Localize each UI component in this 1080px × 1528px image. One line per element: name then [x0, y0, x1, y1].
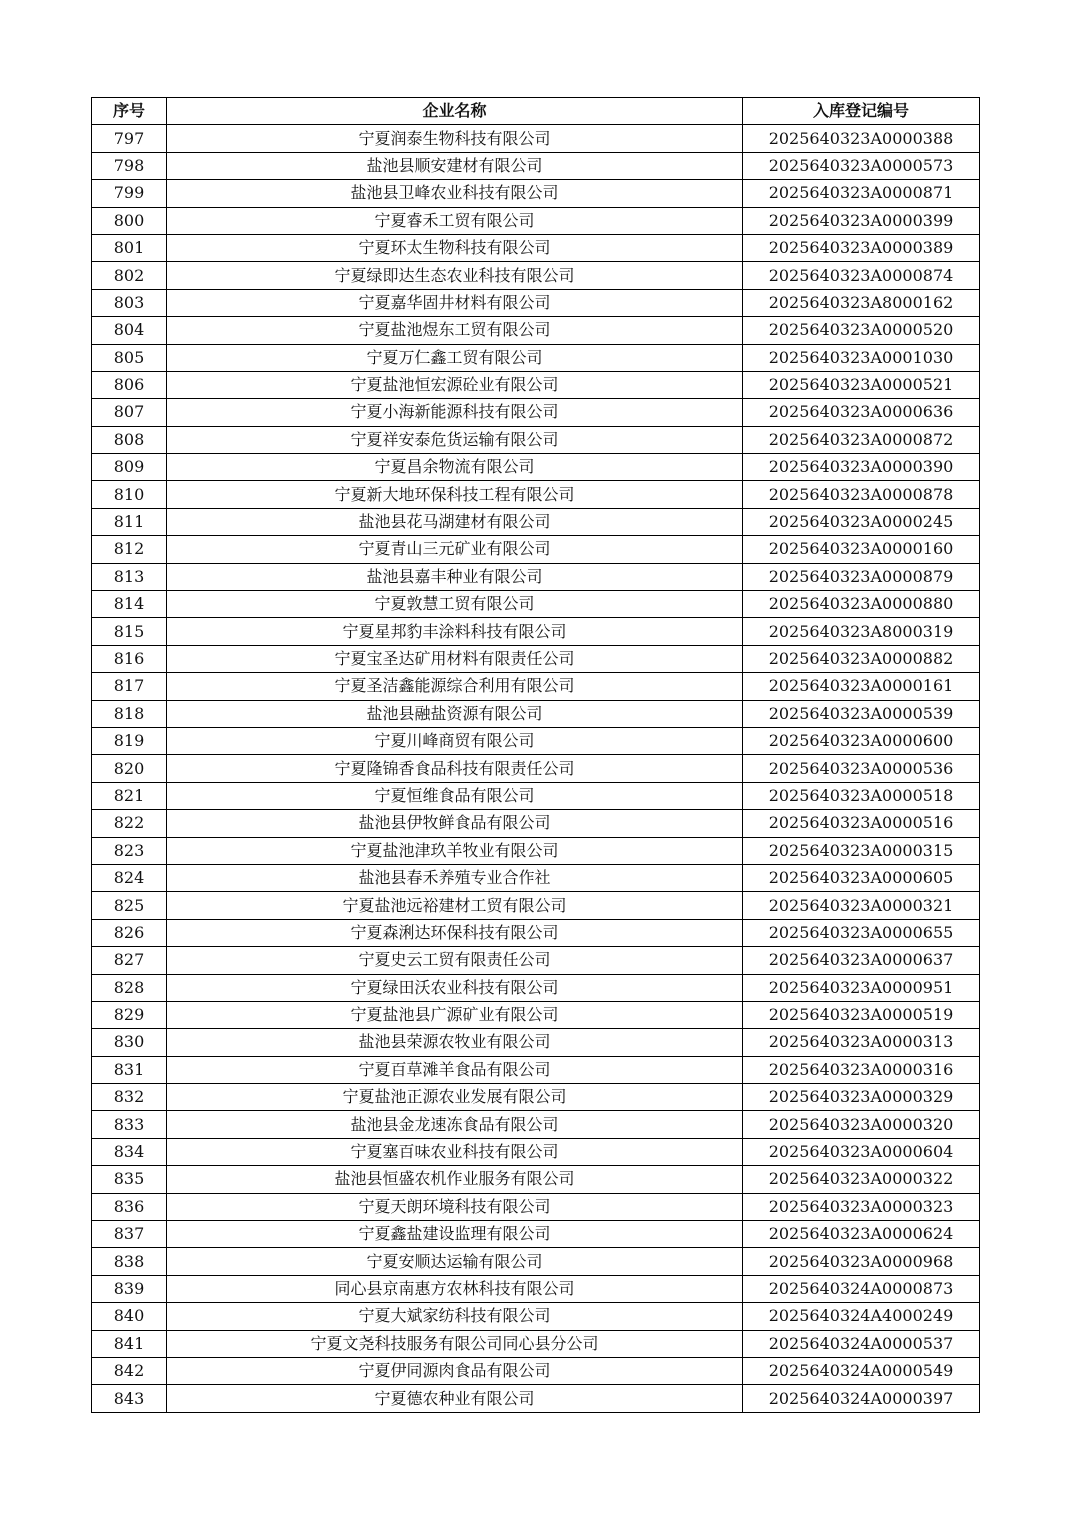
- row-company-name-cell: 盐池县融盐资源有限公司: [167, 700, 743, 727]
- table-body: [92, 125, 980, 1412]
- row-registration-code-cell: 2025640324A0000537: [743, 1330, 980, 1357]
- row-company-name-cell: 宁夏安顺达运输有限公司: [167, 1248, 743, 1275]
- header-company-name: 企业名称: [167, 98, 743, 125]
- row-index-cell: 818: [92, 700, 167, 727]
- row-index-cell: 829: [92, 1001, 167, 1028]
- table-row: [92, 234, 980, 261]
- table-row: [92, 755, 980, 782]
- table-row: [92, 399, 980, 426]
- row-company-name-cell: 宁夏隆锦香食品科技有限责任公司: [167, 755, 743, 782]
- table-row: [92, 1029, 980, 1056]
- row-registration-code-cell: 2025640323A0000624: [743, 1221, 980, 1248]
- row-index-cell: 801: [92, 234, 167, 261]
- row-registration-code-cell: 2025640323A0000329: [743, 1084, 980, 1111]
- table-row: [92, 810, 980, 837]
- row-registration-code-cell: 2025640324A0000873: [743, 1275, 980, 1302]
- row-company-name-cell: 宁夏环太生物科技有限公司: [167, 234, 743, 261]
- row-index-cell: 822: [92, 810, 167, 837]
- row-registration-code-cell: 2025640323A0000951: [743, 974, 980, 1001]
- row-company-name-cell: 盐池县金龙速冻食品有限公司: [167, 1111, 743, 1138]
- row-index-cell: 809: [92, 454, 167, 481]
- row-index-cell: 813: [92, 563, 167, 590]
- table-row: [92, 289, 980, 316]
- table-row: [92, 974, 980, 1001]
- row-index-cell: 839: [92, 1275, 167, 1302]
- row-registration-code-cell: 2025640323A0001030: [743, 344, 980, 371]
- row-index-cell: 804: [92, 317, 167, 344]
- table-row: [92, 837, 980, 864]
- row-company-name-cell: 同心县京南惠方农林科技有限公司: [167, 1275, 743, 1302]
- row-company-name-cell: 宁夏小海新能源科技有限公司: [167, 399, 743, 426]
- row-company-name-cell: 盐池县嘉丰种业有限公司: [167, 563, 743, 590]
- row-registration-code-cell: 2025640323A0000519: [743, 1001, 980, 1028]
- table-row: [92, 481, 980, 508]
- row-index-cell: 797: [92, 125, 167, 152]
- row-index-cell: 798: [92, 152, 167, 179]
- table-row: [92, 1385, 980, 1412]
- row-company-name-cell: 盐池县卫峰农业科技有限公司: [167, 180, 743, 207]
- row-company-name-cell: 宁夏绿即达生态农业科技有限公司: [167, 262, 743, 289]
- row-index-cell: 825: [92, 892, 167, 919]
- row-company-name-cell: 宁夏鑫盐建设监理有限公司: [167, 1221, 743, 1248]
- table-row: [92, 1111, 980, 1138]
- row-index-cell: 806: [92, 371, 167, 398]
- table-row: [92, 892, 980, 919]
- table-row: [92, 1084, 980, 1111]
- table-row: [92, 782, 980, 809]
- row-company-name-cell: 盐池县花马湖建材有限公司: [167, 508, 743, 535]
- table-header: [92, 98, 980, 125]
- row-registration-code-cell: 2025640323A0000874: [743, 262, 980, 289]
- row-company-name-cell: 宁夏川峰商贸有限公司: [167, 727, 743, 754]
- row-registration-code-cell: 2025640323A0000160: [743, 536, 980, 563]
- row-company-name-cell: 盐池县伊牧鲜食品有限公司: [167, 810, 743, 837]
- row-company-name-cell: 宁夏百草滩羊食品有限公司: [167, 1056, 743, 1083]
- row-registration-code-cell: 2025640323A0000871: [743, 180, 980, 207]
- row-registration-code-cell: 2025640323A0000536: [743, 755, 980, 782]
- table-row: [92, 1138, 980, 1165]
- row-registration-code-cell: 2025640323A0000245: [743, 508, 980, 535]
- row-company-name-cell: 宁夏伊同源肉食品有限公司: [167, 1357, 743, 1384]
- row-index-cell: 803: [92, 289, 167, 316]
- row-registration-code-cell: 2025640323A0000321: [743, 892, 980, 919]
- table-row: [92, 125, 980, 152]
- row-registration-code-cell: 2025640323A0000316: [743, 1056, 980, 1083]
- table-row: [92, 700, 980, 727]
- row-index-cell: 834: [92, 1138, 167, 1165]
- enterprise-registry-table: [91, 97, 980, 1413]
- row-registration-code-cell: 2025640323A0000389: [743, 234, 980, 261]
- row-registration-code-cell: 2025640323A8000319: [743, 618, 980, 645]
- row-company-name-cell: 宁夏盐池县广源矿业有限公司: [167, 1001, 743, 1028]
- table-row: [92, 536, 980, 563]
- row-registration-code-cell: 2025640323A0000539: [743, 700, 980, 727]
- row-company-name-cell: 宁夏盐池远裕建材工贸有限公司: [167, 892, 743, 919]
- table-row: [92, 1248, 980, 1275]
- row-company-name-cell: 宁夏塞百味农业科技有限公司: [167, 1138, 743, 1165]
- table-row: [92, 563, 980, 590]
- row-index-cell: 802: [92, 262, 167, 289]
- row-company-name-cell: 宁夏青山三元矿业有限公司: [167, 536, 743, 563]
- row-company-name-cell: 宁夏祥安泰危货运输有限公司: [167, 426, 743, 453]
- row-registration-code-cell: 2025640323A0000521: [743, 371, 980, 398]
- row-company-name-cell: 宁夏宝圣达矿用材料有限责任公司: [167, 645, 743, 672]
- row-index-cell: 805: [92, 344, 167, 371]
- row-company-name-cell: 宁夏大斌家纺科技有限公司: [167, 1303, 743, 1330]
- row-registration-code-cell: 2025640323A0000320: [743, 1111, 980, 1138]
- row-index-cell: 836: [92, 1193, 167, 1220]
- row-index-cell: 810: [92, 481, 167, 508]
- row-registration-code-cell: 2025640323A0000600: [743, 727, 980, 754]
- table-row: [92, 371, 980, 398]
- row-index-cell: 808: [92, 426, 167, 453]
- row-registration-code-cell: 2025640323A0000605: [743, 864, 980, 891]
- row-index-cell: 821: [92, 782, 167, 809]
- table-row: [92, 180, 980, 207]
- row-company-name-cell: 宁夏恒维食品有限公司: [167, 782, 743, 809]
- table-row: [92, 207, 980, 234]
- row-registration-code-cell: 2025640323A0000878: [743, 481, 980, 508]
- table-row: [92, 645, 980, 672]
- row-registration-code-cell: 2025640323A0000313: [743, 1029, 980, 1056]
- header-index: 序号: [92, 98, 167, 125]
- row-company-name-cell: 宁夏新大地环保科技工程有限公司: [167, 481, 743, 508]
- row-company-name-cell: 宁夏睿禾工贸有限公司: [167, 207, 743, 234]
- row-registration-code-cell: 2025640323A0000880: [743, 591, 980, 618]
- row-index-cell: 819: [92, 727, 167, 754]
- table-row: [92, 727, 980, 754]
- table-row: [92, 1221, 980, 1248]
- row-company-name-cell: 盐池县春禾养殖专业合作社: [167, 864, 743, 891]
- row-index-cell: 830: [92, 1029, 167, 1056]
- row-registration-code-cell: 2025640323A0000573: [743, 152, 980, 179]
- row-registration-code-cell: 2025640323A0000872: [743, 426, 980, 453]
- row-index-cell: 831: [92, 1056, 167, 1083]
- row-index-cell: 815: [92, 618, 167, 645]
- row-index-cell: 838: [92, 1248, 167, 1275]
- table-row: [92, 152, 980, 179]
- row-index-cell: 843: [92, 1385, 167, 1412]
- table-row: [92, 1193, 980, 1220]
- table-row: [92, 919, 980, 946]
- row-registration-code-cell: 2025640323A0000637: [743, 947, 980, 974]
- row-company-name-cell: 宁夏盐池正源农业发展有限公司: [167, 1084, 743, 1111]
- row-company-name-cell: 宁夏敦慧工贸有限公司: [167, 591, 743, 618]
- row-index-cell: 840: [92, 1303, 167, 1330]
- row-index-cell: 828: [92, 974, 167, 1001]
- table-row: [92, 1056, 980, 1083]
- row-index-cell: 837: [92, 1221, 167, 1248]
- row-registration-code-cell: 2025640323A0000323: [743, 1193, 980, 1220]
- table-row: [92, 591, 980, 618]
- row-index-cell: 832: [92, 1084, 167, 1111]
- table-row: [92, 1357, 980, 1384]
- row-company-name-cell: 宁夏盐池煜东工贸有限公司: [167, 317, 743, 344]
- row-registration-code-cell: 2025640324A0000397: [743, 1385, 980, 1412]
- table-row: [92, 508, 980, 535]
- row-index-cell: 827: [92, 947, 167, 974]
- header-registration-code: 入库登记编号: [743, 98, 980, 125]
- table-row: [92, 618, 980, 645]
- row-index-cell: 826: [92, 919, 167, 946]
- row-company-name-cell: 宁夏星邦豹丰涂料科技有限公司: [167, 618, 743, 645]
- row-index-cell: 823: [92, 837, 167, 864]
- row-index-cell: 833: [92, 1111, 167, 1138]
- table-row: [92, 1303, 980, 1330]
- table-row: [92, 1001, 980, 1028]
- row-company-name-cell: 宁夏绿田沃农业科技有限公司: [167, 974, 743, 1001]
- row-registration-code-cell: 2025640323A0000604: [743, 1138, 980, 1165]
- row-company-name-cell: 宁夏盐池津玖羊牧业有限公司: [167, 837, 743, 864]
- row-index-cell: 812: [92, 536, 167, 563]
- table-row: [92, 947, 980, 974]
- row-company-name-cell: 盐池县顺安建材有限公司: [167, 152, 743, 179]
- row-index-cell: 814: [92, 591, 167, 618]
- row-registration-code-cell: 2025640323A0000315: [743, 837, 980, 864]
- table-row: [92, 262, 980, 289]
- table-row: [92, 864, 980, 891]
- row-registration-code-cell: 2025640324A4000249: [743, 1303, 980, 1330]
- row-registration-code-cell: 2025640323A0000518: [743, 782, 980, 809]
- table-row: [92, 1330, 980, 1357]
- row-registration-code-cell: 2025640323A0000390: [743, 454, 980, 481]
- row-index-cell: 817: [92, 673, 167, 700]
- row-index-cell: 835: [92, 1166, 167, 1193]
- table-row: [92, 344, 980, 371]
- row-registration-code-cell: 2025640323A0000882: [743, 645, 980, 672]
- row-registration-code-cell: 2025640323A0000520: [743, 317, 980, 344]
- row-registration-code-cell: 2025640324A0000549: [743, 1357, 980, 1384]
- row-company-name-cell: 宁夏润泰生物科技有限公司: [167, 125, 743, 152]
- row-registration-code-cell: 2025640323A0000161: [743, 673, 980, 700]
- row-company-name-cell: 盐池县恒盛农机作业服务有限公司: [167, 1166, 743, 1193]
- row-company-name-cell: 宁夏嘉华固井材料有限公司: [167, 289, 743, 316]
- row-company-name-cell: 宁夏文尧科技服务有限公司同心县分公司: [167, 1330, 743, 1357]
- table-row: [92, 673, 980, 700]
- row-registration-code-cell: 2025640323A0000655: [743, 919, 980, 946]
- row-company-name-cell: 宁夏德农种业有限公司: [167, 1385, 743, 1412]
- row-company-name-cell: 宁夏森浰达环保科技有限公司: [167, 919, 743, 946]
- row-company-name-cell: 宁夏圣洁鑫能源综合利用有限公司: [167, 673, 743, 700]
- row-company-name-cell: 宁夏盐池恒宏源砼业有限公司: [167, 371, 743, 398]
- row-company-name-cell: 盐池县荣源农牧业有限公司: [167, 1029, 743, 1056]
- row-index-cell: 824: [92, 864, 167, 891]
- row-company-name-cell: 宁夏昌余物流有限公司: [167, 454, 743, 481]
- row-registration-code-cell: 2025640323A0000636: [743, 399, 980, 426]
- table-row: [92, 454, 980, 481]
- row-registration-code-cell: 2025640323A0000516: [743, 810, 980, 837]
- table-row: [92, 426, 980, 453]
- row-index-cell: 820: [92, 755, 167, 782]
- row-registration-code-cell: 2025640323A0000388: [743, 125, 980, 152]
- row-company-name-cell: 宁夏天朗环境科技有限公司: [167, 1193, 743, 1220]
- row-index-cell: 800: [92, 207, 167, 234]
- row-index-cell: 811: [92, 508, 167, 535]
- row-registration-code-cell: 2025640323A0000322: [743, 1166, 980, 1193]
- table-row: [92, 317, 980, 344]
- row-index-cell: 799: [92, 180, 167, 207]
- row-company-name-cell: 宁夏史云工贸有限责任公司: [167, 947, 743, 974]
- table-row: [92, 1275, 980, 1302]
- table-row: [92, 1166, 980, 1193]
- row-index-cell: 807: [92, 399, 167, 426]
- row-company-name-cell: 宁夏万仁鑫工贸有限公司: [167, 344, 743, 371]
- row-index-cell: 816: [92, 645, 167, 672]
- row-index-cell: 841: [92, 1330, 167, 1357]
- row-registration-code-cell: 2025640323A0000879: [743, 563, 980, 590]
- row-registration-code-cell: 2025640323A0000399: [743, 207, 980, 234]
- row-registration-code-cell: 2025640323A8000162: [743, 289, 980, 316]
- header-row: [92, 98, 980, 125]
- row-registration-code-cell: 2025640323A0000968: [743, 1248, 980, 1275]
- row-index-cell: 842: [92, 1357, 167, 1384]
